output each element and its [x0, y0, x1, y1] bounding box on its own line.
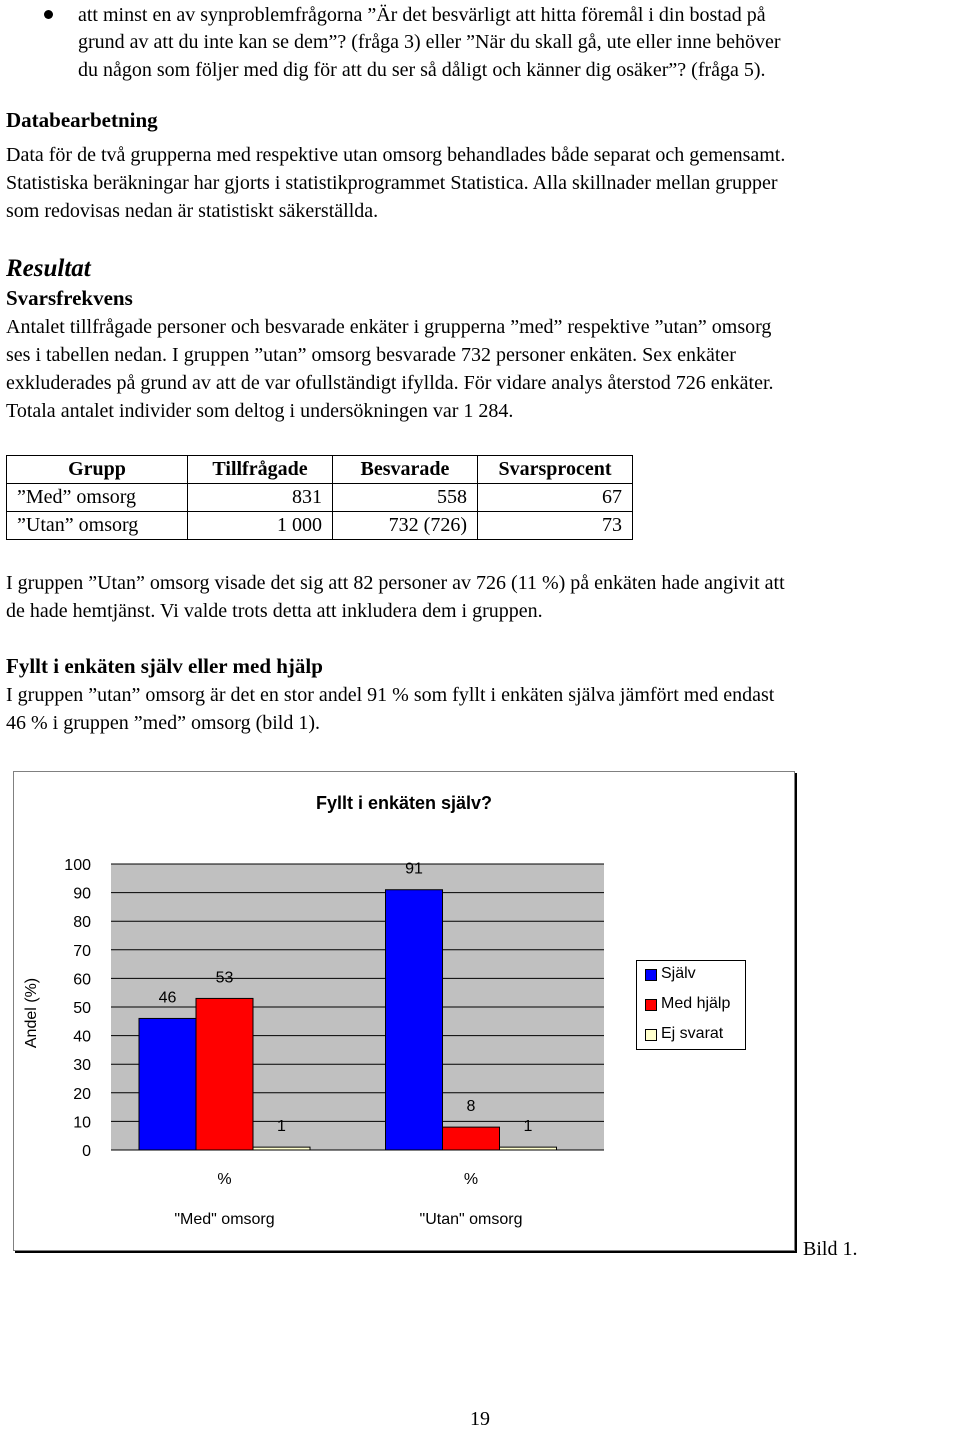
- data-label: 91: [405, 860, 423, 878]
- databearbetning-line-3: som redovisas nedan är statistiskt säkerställda.: [6, 200, 379, 222]
- resultat-line-4: Totala antalet individer som deltog i undersökningen var 1 284.: [6, 400, 514, 422]
- y-tick-label: 70: [73, 942, 91, 960]
- chart-legend: [636, 960, 746, 1050]
- table-row: [7, 512, 633, 540]
- table-header-cell: Grupp: [7, 456, 188, 484]
- table-cell: ”Med” omsorg: [7, 484, 188, 512]
- legend-swatch: [645, 999, 657, 1011]
- resultat-line-1: Antalet tillfrågade personer och besvarade enkäter i grupperna ”med” respektive ”utan” omsorg: [6, 316, 772, 338]
- page-number: 19: [470, 1408, 490, 1430]
- bar: [386, 890, 443, 1150]
- databearbetning-heading: Databearbetning: [6, 108, 158, 132]
- table-cell: 1 000: [188, 512, 333, 540]
- chart-title: Fyllt i enkäten själv?: [315, 793, 493, 813]
- y-tick-label: 90: [73, 885, 91, 903]
- table-cell: 67: [478, 484, 633, 512]
- response-table: [6, 455, 633, 540]
- y-axis-label: Andel (%): [23, 977, 40, 1049]
- bar: [500, 1147, 557, 1150]
- legend-label: Med hjälp: [661, 995, 731, 1012]
- data-label: 1: [277, 1118, 286, 1136]
- table-cell: 558: [333, 484, 478, 512]
- bar: [139, 1018, 196, 1150]
- y-tick-label: 80: [73, 914, 91, 932]
- bar: [253, 1147, 310, 1150]
- data-label: 8: [466, 1098, 476, 1116]
- resultat-line-3: exkluderades på grund av att de var ofullständigt ifyllda. För vidare analys återstod 726 enkäter.: [6, 372, 774, 394]
- y-tick-label: 0: [82, 1143, 91, 1160]
- table-cell: ”Utan” omsorg: [7, 512, 188, 540]
- table-cell: 732 (726): [333, 512, 478, 540]
- y-tick-label: 10: [73, 1114, 91, 1132]
- after-table-line-2: de hade hemtjänst. Vi valde trots detta att inkludera dem i gruppen.: [6, 600, 543, 622]
- bar: [196, 998, 253, 1150]
- databearbetning-line-1: Data för de två grupperna med respektive utan omsorg behandlades både separat och gemensamt.: [6, 144, 786, 166]
- legend-label: Ej svarat: [661, 1025, 724, 1042]
- bar: [443, 1127, 500, 1150]
- y-tick-label: 20: [73, 1085, 91, 1103]
- resultat-heading: Resultat: [6, 255, 91, 282]
- legend-swatch: [645, 1029, 657, 1041]
- bullet-line-1: att minst en av synproblemfrågorna ”Är det besvärligt att hitta föremål i din bostad på: [78, 4, 766, 26]
- table-row: [7, 484, 633, 512]
- databearbetning-line-2: Statistiska beräkningar har gjorts i statistikprogrammet Statistica. Alla skillnader mellan grupper: [6, 172, 778, 194]
- bullet-line-3: du någon som följer med dig för att du ser så dåligt och känner dig osäker”? (fråga 5).: [78, 59, 766, 81]
- y-tick-label: 50: [73, 1000, 91, 1017]
- resultat-line-2: ses i tabellen nedan. I gruppen ”utan” omsorg besvarade 732 personer enkäten. Sex enkäter: [6, 344, 736, 366]
- table-header-row: [7, 456, 633, 484]
- legend-swatch: [645, 969, 657, 981]
- chart-frame: [13, 771, 795, 1251]
- legend-label: Själv: [661, 965, 696, 982]
- bullet-line-2: grund av att du inte kan se dem”? (fråga 3) eller ”När du skall gå, ute eller inne behöver: [78, 31, 781, 53]
- table-header-cell: Tillfrågade: [188, 456, 333, 484]
- data-label: 1: [523, 1118, 533, 1136]
- x-category-label: "Utan" omsorg: [419, 1211, 523, 1228]
- y-tick-label: 100: [64, 857, 91, 874]
- y-tick-label: 40: [73, 1028, 91, 1046]
- table-header-cell: Besvarade: [333, 456, 478, 484]
- data-label: 53: [215, 969, 234, 987]
- x-unit-label: %: [217, 1171, 232, 1188]
- x-unit-label: %: [463, 1171, 479, 1188]
- fyllt-line-1: I gruppen ”utan” omsorg är det en stor andel 91 % som fyllt i enkäten själva jämfört med endast: [6, 684, 775, 706]
- figure-caption: Bild 1.: [803, 1238, 858, 1260]
- table-cell: 73: [478, 512, 633, 540]
- x-category-label: "Med" omsorg: [174, 1211, 275, 1228]
- table-header-cell: Svarsprocent: [478, 456, 633, 484]
- data-label: 46: [158, 989, 177, 1007]
- y-tick-label: 30: [73, 1057, 91, 1075]
- bullet-dot: [44, 10, 53, 19]
- fyllt-heading: Fyllt i enkäten själv eller med hjälp: [6, 654, 323, 678]
- svarsfrekvens-heading: Svarsfrekvens: [6, 286, 133, 310]
- table-cell: 831: [188, 484, 333, 512]
- fyllt-line-2: 46 % i gruppen ”med” omsorg (bild 1).: [6, 712, 321, 734]
- y-tick-label: 60: [73, 971, 91, 989]
- after-table-line-1: I gruppen ”Utan” omsorg visade det sig att 82 personer av 726 (11 %) på enkäten hade angivit att: [6, 572, 785, 594]
